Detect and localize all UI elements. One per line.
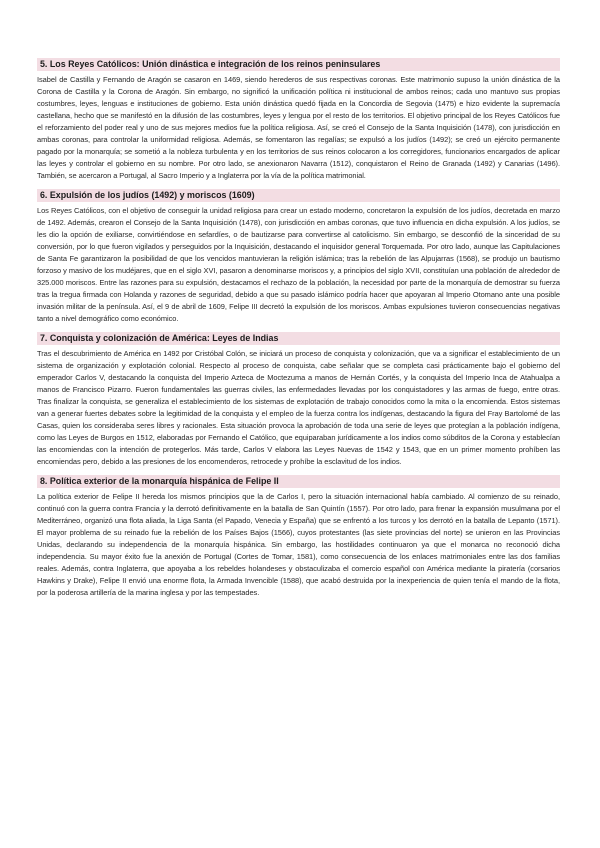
section-conquista-america <box>37 332 560 468</box>
section-heading: 8. Política exterior de la monarquía hispánica de Felipe II <box>37 475 560 488</box>
section-heading: 5. Los Reyes Católicos: Unión dinástica e integración de los reinos peninsulares <box>37 58 560 71</box>
section-heading: 7. Conquista y colonización de América: Leyes de Indias <box>37 332 560 345</box>
section-heading: 6. Expulsión de los judíos (1492) y moriscos (1609) <box>37 189 560 202</box>
section-politica-exterior-felipe-ii <box>37 475 560 599</box>
section-paragraph: Los Reyes Católicos, con el objetivo de conseguir la unidad religiosa para crear un estado moderno, concretaron la expulsión de los judíos, decretada en marzo de 1492. Además, crearon el Consejo de la Santa Inquisición (1478), con jurisdicción en ambas coronas, que tuvo influencia en dicha expulsión. A los judíos, se les dio la opción de exiliarse, convirtiéndose en sefardíes, o de bautizarse para convertirse al catolicismo. Sin embargo, se desconfió de la sinceridad de su conversión, por lo que fueron vigilados y perseguidos por la Inquisición, destacando el inquisidor general Torquemada. Por otro lado, aunque las Capitulaciones de Santa Fe garantizaron la posibilidad de que los vencidos mantuvieran la religión islámica; tras la rebelión de las Alpujarras (1568), se produjo un bautismo forzoso y masivo de los mudéjares, que en el siglo XVI, pasaron a denominarse moriscos y, a principios del siglo XVII, constituían una población de alrededor de 325.000 moriscos. Entre las razones para su expulsión, destacamos el rechazo de la población, la necesidad por parte de la monarquía de demostrar su fuerza tras la tregua firmada con Holanda y razones de seguridad, debido a que su pasado islámico podría hacer que apoyaran al Imperio Otomano ante una posible invasión militar de la península. Así, el 9 de abril de 1609, Felipe III decretó la expulsión de los moriscos. Ambas expulsiones tuvieron consecuencias negativas tanto a nivel demográfico como económico. <box>37 206 560 323</box>
section-paragraph: Tras el descubrimiento de América en 1492 por Cristóbal Colón, se iniciará un proceso de conquista y colonización, que va a significar el establecimiento de un sistema de organización y explotación colonial. Respecto al proceso de conquista, cabe señalar que se completa casi prácticamente bajo el gobierno del emperador Carlos V, destacando la conquista del Imperio Azteca de Moctezuma a manos de Hernán Cortés, y la conquista del Imperio Inca de Atahualpa a manos de Francisco Pizarro. Fueron fundamentales las guerras civiles, las enfermedades llevadas por los conquistadores y las armas de fuego, entre otras. Tras finalizar la conquista, se generaliza el establecimiento de los sistemas de explotación de trabajo conocidos como la mita o la encomienda. Estos sistemas van a generar fuertes debates sobre la legitimidad de la conquista y el empleo de la fuerza contra los indígenas, destacando la figura del Fray Bartolomé de las Casas, quien los consideraba seres libres y racionales. Esta situación provoca la aprobación de toda una serie de leyes que protegían a la población indígena, como las Leyes de Burgos en 1512, elaboradas por Fernando el Católico, que equiparaban jurídicamente a los indios como súbditos de la Corona y establecían las encomiendas con la intención de protegerlos. Más tarde, Carlos V elabora las Leyes Nuevas de 1542 y 1543, que en un primer momento prohíben las encomiendas pero, debido a las presiones de los encomenderos, retrocede y prohíbe la esclavitud de los indios. <box>37 349 560 466</box>
document-page <box>37 58 560 606</box>
section-expulsion-judios-moriscos <box>37 189 560 325</box>
section-paragraph: La política exterior de Felipe II hereda los mismos principios que la de Carlos I, pero la situación internacional había cambiado. Al comienzo de su reinado, continuó con la guerra contra Francia y la derrotó definitivamente en la batalla de San Quintín (1557). Por otro lado, para frenar la expansión musulmana por el Mediterráneo, organizó una flota aliada, la Liga Santa (el Papado, Venecia y España) que se enfrentó a los turcos y los derrotó en la batalla de Lepanto (1571). El mayor problema de su reinado fue la rebelión de los Países Bajos (1566), cuyos protestantes (las siete provincias del norte) se unieron en las Provincias Unidas, declarando su independencia de la monarquía hispánica. Sin embargo, las hostilidades continuaron ya que el monarca no reconoció dicha independencia. Su mayor éxito fue la anexión de Portugal (Cortes de Tomar, 1581), como consecuencia de los enlaces matrimoniales entre las dos familias reales. Además, contra Inglaterra, que apoyaba a los rebeldes holandeses y obstaculizaba el comercio español con América mediante la piratería (corsarios Hawkins y Drake), Felipe II envió una enorme flota, la Armada Invencible (1588), que acabó destruida por la inexperiencia de quien tenía el mando de la flota, por la poderosa artillería de la marina inglesa y por las tempestades. <box>37 492 560 597</box>
section-paragraph: Isabel de Castilla y Fernando de Aragón se casaron en 1469, siendo herederos de sus respectivas coronas. Este matrimonio supuso la unión dinástica de la Corona de Castilla y la Corona de Aragón. Sin embargo, no significó la unificación política ni institucional de ambos reinos; cada uno mantuvo sus propias costumbres, leyes, lenguas e instituciones de gobierno. Esta unión dinástica quedó fijada en la Concordia de Segovia (1475) e hizo evidente la supremacía castellana, hecho que se manifestó en la difusión de las costumbres, leyes y lengua por el resto de los territorios. El objetivo principal de los Reyes Católicos fue el reforzamiento del poder real y uno de sus mejores medios fue la política religiosa. Así, se creó el Consejo de la Santa Inquisición (1478), con jurisdicción en ambas coronas, para controlar la uniformidad religiosa. Además, se fomentaron las regalías; se expulsó a los judíos (1492); se creó un ejército permanente pagado por la monarquía; se sometió a la nobleza turbulenta y en los territorios de sus reinos colocaron a los corregidores, funcionarios encargados de aplicar las leyes y controlar el gobierno en su nombre. Por otro lado, se anexionaron Navarra (1512), conquistaron el Reino de Granada (1492) y Canarias (1496). También, se acercaron a Portugal, al Sacro Imperio y a Inglaterra por la vía de la política matrimonial. <box>37 75 560 180</box>
section-reyes-catolicos <box>37 58 560 182</box>
